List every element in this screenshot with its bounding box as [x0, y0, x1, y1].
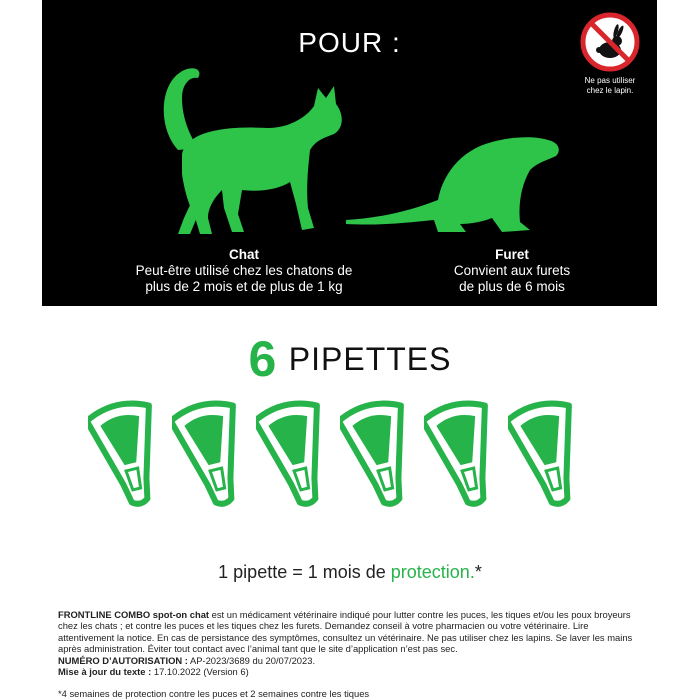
legal-brand: FRONTLINE COMBO spot-on chat [58, 609, 210, 620]
pipette-word: PIPETTES [288, 340, 452, 377]
pipette-icon [508, 398, 588, 510]
pipette-icons [88, 398, 618, 510]
pipette-icon [172, 398, 252, 510]
ferret-description: Furet Convient aux furets de plus de 6 mois [402, 247, 622, 295]
cat-icon [138, 58, 354, 242]
no-rabbit-warning: Ne pas utiliser chez le lapin. [584, 76, 636, 95]
pipette-icon [256, 398, 336, 510]
cat-name: Chat [229, 247, 259, 262]
ferret-icon [342, 128, 564, 236]
ferret-name: Furet [495, 247, 529, 262]
pipette-icon [424, 398, 504, 510]
pipette-count: 6 [248, 331, 277, 387]
pipette-icon [88, 398, 168, 510]
cat-description: Chat Peut-être utilisé chez les chatons de plus de 2 mois et de plus de 1 kg [94, 247, 394, 295]
panel-title: POUR : [298, 27, 401, 58]
no-rabbit-icon [580, 12, 640, 72]
pipette-icon [340, 398, 420, 510]
hero-panel [42, 0, 657, 306]
dose-statement: 1 pipette = 1 mois de protection.* [218, 562, 482, 582]
pipettes-heading [0, 330, 700, 388]
legal-notice: FRONTLINE COMBO spot-on chat est un médicament vétérinaire indiqué pour lutter contre les puces, les tiques et/ou les poux broyeurs chez les chats ; et contre les puces et les tiques chez les furets. Demandez conseil à votre pharmacien ou votre vétérinaire. Lire attentivement la notice. En cas de persistance des symptômes, consultez un vétérinaire. Ne pas utiliser chez les lapins. Se laver les mains après administration. Éviter tout contact avec l’animal tant que le site d’application n’est pas sec. NUMÉRO D’AUTORISATION : AP-2023/3689 du 20/07/2023. Mise à jour du texte : 17.10.2022 (Version 6) [58, 609, 633, 678]
footnote: *4 semaines de protection contre les puces et 2 semaines contre les tiques [58, 688, 370, 699]
